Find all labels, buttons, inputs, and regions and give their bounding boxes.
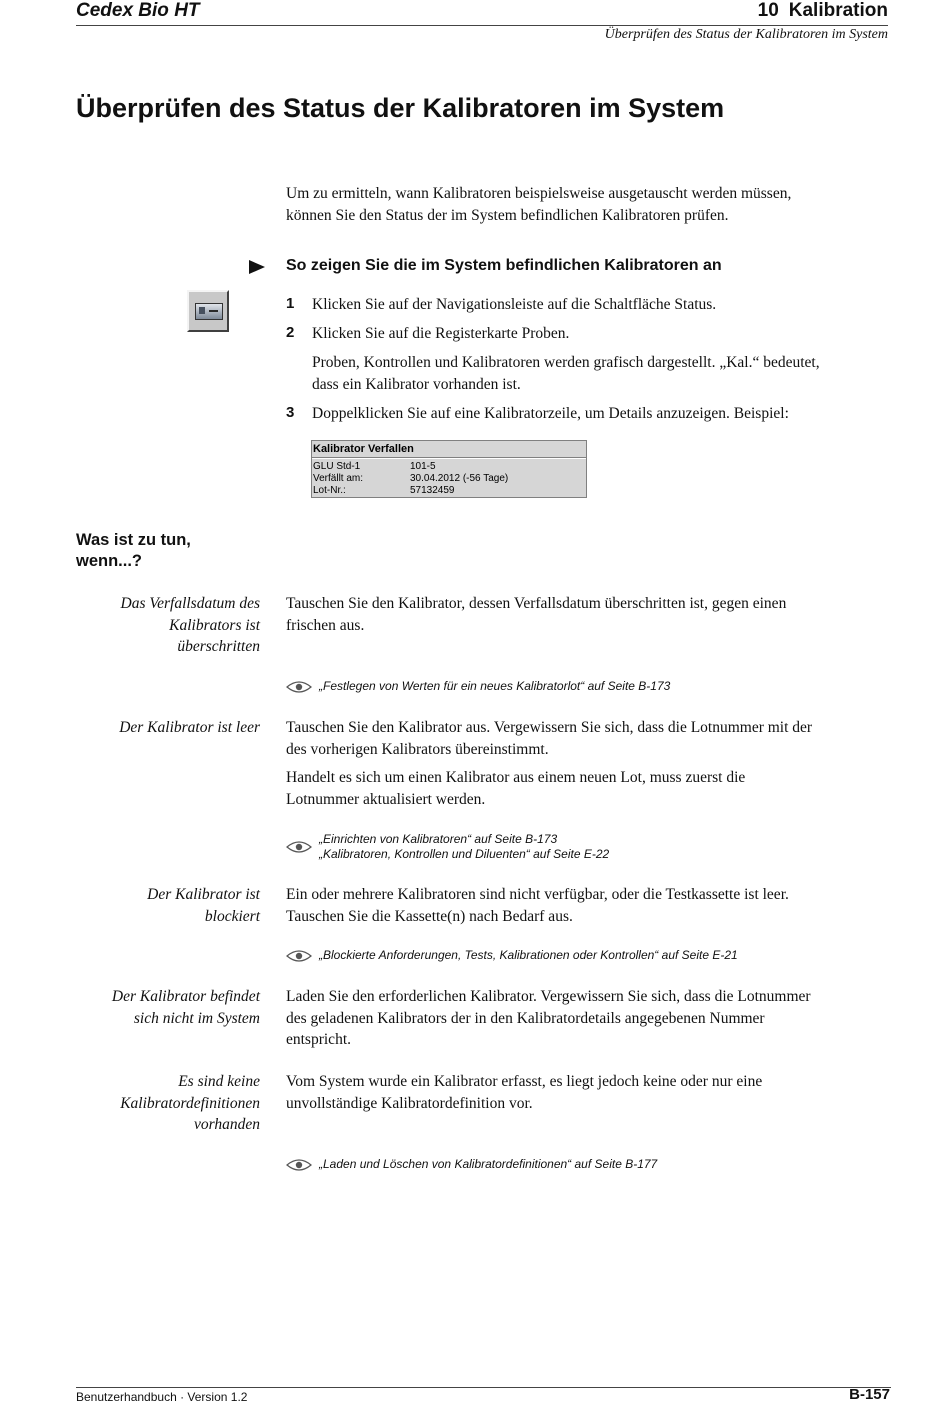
step-result-line: dass ein Kalibrator vorhanden ist. xyxy=(312,375,521,393)
remedy-line: unvollständige Kalibratordefinition vor. xyxy=(286,1094,533,1112)
step-number: 1 xyxy=(286,295,295,312)
cross-reference-link[interactable]: „Laden und Löschen von Kalibratordefinitionen“ auf Seite B-177 xyxy=(319,1157,658,1171)
remedy-text xyxy=(286,593,891,636)
remedy-line: Vom System wurde ein Kalibrator erfasst, es liegt jedoch keine oder nur eine xyxy=(286,1073,763,1090)
cause-label xyxy=(76,1071,260,1136)
chapter-title: Kalibration xyxy=(788,0,888,21)
analyzer-glyph xyxy=(195,303,223,320)
remedy-line: entspricht. xyxy=(286,1031,351,1048)
intro-line: Um zu ermitteln, wann Kalibratoren beispielsweise ausgetauscht werden müssen, xyxy=(286,185,792,202)
cause-line: Kalibratordefinitionen xyxy=(120,1094,260,1112)
cross-reference-link[interactable]: „Einrichten von Kalibratoren“ auf Seite B-173 xyxy=(319,832,558,846)
panel-label: Verfällt am: xyxy=(313,473,364,484)
panel-separator-highlight xyxy=(312,458,586,459)
panel-value: 101-5 xyxy=(410,461,436,472)
remedy-line: Ein oder mehrere Kalibratoren sind nicht verfügbar, oder die Testkassette ist leer. xyxy=(286,886,789,903)
cross-reference-eye-icon xyxy=(286,949,312,963)
remedy-text xyxy=(286,986,891,1051)
panel-value: 57132459 xyxy=(410,485,455,496)
step-text: Doppelklicken Sie auf eine Kalibratorzeile, um Details anzuzeigen. Beispiel: xyxy=(312,405,789,422)
heading-line: wenn...? xyxy=(76,552,142,570)
header-section: Überprüfen des Status der Kalibratoren im System xyxy=(604,27,888,42)
remedy-line: des geladenen Kalibrators der in den Kalibratordetails angegebenen Nummer xyxy=(286,1009,765,1027)
heading-line: Was ist zu tun, xyxy=(76,531,191,549)
cause-line: Kalibrators ist xyxy=(169,616,260,634)
remedy-line: Lotnummer aktualisiert werden. xyxy=(286,790,486,808)
remedy-line: Tauschen Sie den Kalibrator aus. Vergewissern Sie sich, dass die Lotnummer mit der xyxy=(286,719,813,736)
cause-line: blockiert xyxy=(204,907,260,925)
step-number: 3 xyxy=(286,404,295,421)
cross-reference-link[interactable]: „Blockierte Anforderungen, Tests, Kalibrationen oder Kontrollen“ auf Seite E-21 xyxy=(319,948,738,962)
cause-label xyxy=(76,986,260,1029)
footer-rule xyxy=(76,1387,891,1388)
panel-value: 30.04.2012 (-56 Tage) xyxy=(410,473,509,484)
cause-line: überschritten xyxy=(177,638,260,655)
remedy-text xyxy=(286,1071,891,1114)
cause-label xyxy=(76,717,260,739)
procedure-arrow-icon xyxy=(249,260,265,274)
remedy-line: des vorherigen Kalibrators übereinstimmt. xyxy=(286,740,549,758)
panel-label: Lot-Nr.: xyxy=(313,485,346,496)
cross-reference-eye-icon xyxy=(286,680,312,694)
step-text: Klicken Sie auf die Registerkarte Proben. xyxy=(312,325,570,342)
status-button-icon xyxy=(187,290,229,332)
cause-line: sich nicht im System xyxy=(133,1009,260,1027)
cross-reference-link[interactable]: „Kalibratoren, Kontrollen und Diluenten“ auf Seite E-22 xyxy=(319,847,610,861)
step-result-line: Proben, Kontrollen und Kalibratoren werden grafisch dargestellt. „Kal.“ bedeutet, xyxy=(312,354,820,371)
header-product: Cedex Bio HT xyxy=(76,0,200,21)
remedy-line: Handelt es sich um einen Kalibrator aus einem neuen Lot, muss zuerst die xyxy=(286,769,746,786)
cause-label xyxy=(76,593,260,658)
remedy-line: Tauschen Sie die Kassette(n) nach Bedarf aus. xyxy=(286,907,573,925)
remedy-text xyxy=(286,717,891,760)
procedure-title: So zeigen Sie die im System befindlichen Kalibratoren an xyxy=(286,257,722,274)
remedy-line: Laden Sie den erforderlichen Kalibrator. Vergewissern Sie sich, dass die Lotnummer xyxy=(286,988,811,1005)
cause-label xyxy=(76,884,260,927)
cross-reference-eye-icon xyxy=(286,840,312,854)
cause-line: Der Kalibrator befindet xyxy=(111,988,260,1005)
troubleshooting-heading xyxy=(76,530,191,572)
remedy-text xyxy=(286,767,891,810)
cause-line: Das Verfallsdatum des xyxy=(120,595,260,612)
calibrator-detail-panel xyxy=(311,440,587,498)
page-number: B-157 xyxy=(849,1386,890,1403)
cause-line: Der Kalibrator ist leer xyxy=(119,719,260,736)
cause-line: Es sind keine xyxy=(178,1073,260,1090)
cause-line: Der Kalibrator ist xyxy=(147,886,260,903)
page-title: Überprüfen des Status der Kalibratoren im System xyxy=(76,93,725,123)
cross-reference-link[interactable]: „Festlegen von Werten für ein neues Kalibratorlot“ auf Seite B-173 xyxy=(319,679,671,693)
remedy-line: frischen aus. xyxy=(286,616,365,634)
header-rule xyxy=(76,25,888,26)
panel-title: Kalibrator Verfallen xyxy=(313,443,414,455)
chapter-number: 10 xyxy=(757,0,779,21)
header-chapter xyxy=(758,0,888,22)
panel-label: GLU Std-1 xyxy=(313,461,361,472)
step-text: Klicken Sie auf der Navigationsleiste auf die Schaltfläche Status. xyxy=(312,296,717,313)
remedy-line: Tauschen Sie den Kalibrator, dessen Verfallsdatum überschritten ist, gegen einen xyxy=(286,595,787,612)
cause-line: vorhanden xyxy=(193,1116,260,1133)
intro-paragraph xyxy=(286,183,791,226)
intro-line: können Sie den Status der im System befindlichen Kalibratoren prüfen. xyxy=(286,206,729,224)
footer-manual-version: Benutzerhandbuch · Version 1.2 xyxy=(76,1390,248,1404)
step-number: 2 xyxy=(286,324,295,341)
step-result xyxy=(312,352,820,395)
cross-reference-eye-icon xyxy=(286,1158,312,1172)
remedy-text xyxy=(286,884,891,927)
